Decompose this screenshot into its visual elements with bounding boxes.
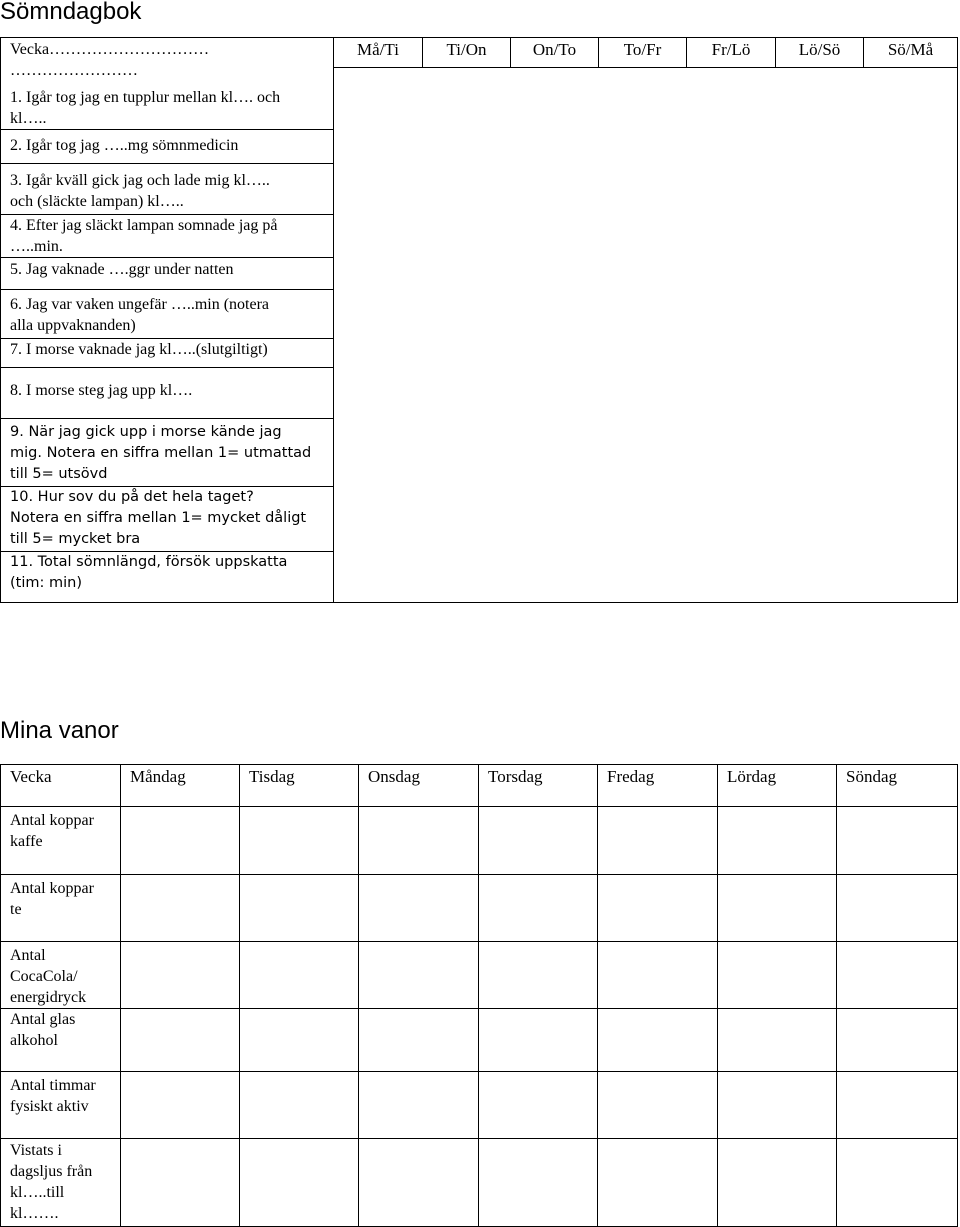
- habit-label: Antal timmar: [10, 1077, 96, 1094]
- week-label-cell[interactable]: [1, 38, 334, 130]
- habit-cell[interactable]: [479, 875, 598, 942]
- habit-cell[interactable]: [240, 1139, 359, 1227]
- habit-cell[interactable]: [837, 942, 958, 1009]
- question-1-line-2: kl…..: [10, 110, 47, 127]
- day-header: To/Fr: [599, 38, 687, 68]
- question-cell: [1, 290, 334, 339]
- question-6-line-1: 6. Jag var vaken ungefär …..min (notera: [10, 296, 270, 313]
- habits-header-row: [1, 765, 958, 807]
- question-6-line-2: alla uppvaknanden): [10, 317, 136, 334]
- habit-cell[interactable]: [240, 942, 359, 1009]
- habit-cell[interactable]: [359, 875, 479, 942]
- question-5: 5. Jag vaknade ….ggr under natten: [10, 261, 234, 278]
- habit-cell[interactable]: [240, 1072, 359, 1139]
- day-header: Torsdag: [479, 765, 598, 807]
- week-label-dots: ……………………: [10, 62, 138, 79]
- habit-label: alkohol: [10, 1032, 58, 1049]
- habit-cell[interactable]: [598, 1139, 718, 1227]
- habit-cell[interactable]: [121, 942, 240, 1009]
- question-11-line-2: (tim: min): [10, 575, 82, 591]
- habit-cell[interactable]: [359, 807, 479, 875]
- habit-cell[interactable]: [718, 1009, 837, 1072]
- day-header: On/To: [511, 38, 599, 68]
- habit-cell[interactable]: [837, 807, 958, 875]
- habit-label: Antal: [10, 947, 46, 964]
- habit-cell[interactable]: [121, 1072, 240, 1139]
- question-3-line-1: 3. Igår kväll gick jag och lade mig kl…..: [10, 172, 270, 189]
- habit-label: kaffe: [10, 833, 43, 850]
- habit-cell[interactable]: [479, 1139, 598, 1227]
- habit-label: Vistats i: [10, 1142, 62, 1159]
- habit-cell[interactable]: [121, 1139, 240, 1227]
- week-label: Vecka…………………………: [10, 41, 210, 58]
- question-10-line-2: Notera en siffra mellan 1= mycket dåligt: [10, 510, 307, 526]
- week-label: Vecka: [1, 765, 121, 807]
- habit-label-cell: [1, 1139, 121, 1227]
- habit-label-cell: [1, 807, 121, 875]
- question-9-line-3: till 5= utsövd: [10, 466, 108, 482]
- question-9-line-2: mig. Notera en siffra mellan 1= utmattad: [10, 445, 312, 461]
- day-header: Lördag: [718, 765, 837, 807]
- sleep-header-row: [1, 38, 958, 68]
- habit-label: Antal koppar: [10, 812, 94, 829]
- day-header: Fr/Lö: [687, 38, 776, 68]
- habit-cell[interactable]: [359, 942, 479, 1009]
- habit-cell[interactable]: [479, 942, 598, 1009]
- habit-label-cell: [1, 1072, 121, 1139]
- habit-row-daylight: [1, 1139, 958, 1227]
- habit-cell[interactable]: [479, 1009, 598, 1072]
- question-3-line-2: och (släckte lampan) kl…..: [10, 193, 184, 210]
- question-2: 2. Igår tog jag …..mg sömnmedicin: [10, 137, 239, 154]
- habit-row-energy-drink: [1, 942, 958, 1009]
- habits-table: [0, 764, 958, 1227]
- habit-cell[interactable]: [598, 807, 718, 875]
- question-cell: [1, 368, 334, 419]
- question-cell: [1, 419, 334, 487]
- habit-cell[interactable]: [359, 1139, 479, 1227]
- habit-cell[interactable]: [121, 875, 240, 942]
- habit-label: Antal glas: [10, 1011, 76, 1028]
- habit-label: kl…….: [10, 1205, 59, 1222]
- habit-cell[interactable]: [718, 807, 837, 875]
- habit-cell[interactable]: [240, 807, 359, 875]
- habit-row-physical-activity: [1, 1072, 958, 1139]
- habit-row-coffee: [1, 807, 958, 875]
- day-header: Fredag: [598, 765, 718, 807]
- habit-cell[interactable]: [718, 1072, 837, 1139]
- question-cell: [1, 130, 334, 164]
- day-header: Lö/Sö: [776, 38, 864, 68]
- question-1-line-1: 1. Igår tog jag en tupplur mellan kl…. och: [10, 89, 281, 106]
- day-header: Onsdag: [359, 765, 479, 807]
- habit-label-cell: [1, 875, 121, 942]
- day-header: Söndag: [837, 765, 958, 807]
- question-9-line-1: 9. När jag gick upp i morse kände jag: [10, 424, 282, 440]
- question-7: 7. I morse vaknade jag kl…..(slutgiltigt): [10, 341, 268, 358]
- habit-row-tea: [1, 875, 958, 942]
- question-4-line-2: …..min.: [10, 238, 63, 255]
- habit-cell[interactable]: [837, 1009, 958, 1072]
- day-header: Må/Ti: [334, 38, 423, 68]
- habit-cell[interactable]: [598, 1072, 718, 1139]
- question-cell: [1, 258, 334, 290]
- habit-cell[interactable]: [837, 1072, 958, 1139]
- question-row: [1, 164, 958, 215]
- habit-cell[interactable]: [359, 1009, 479, 1072]
- habit-cell[interactable]: [359, 1072, 479, 1139]
- habit-cell[interactable]: [718, 875, 837, 942]
- day-header: Tisdag: [240, 765, 359, 807]
- habit-label: Antal koppar: [10, 880, 94, 897]
- habit-label: energidryck: [10, 989, 87, 1006]
- habit-cell[interactable]: [718, 1139, 837, 1227]
- habit-cell[interactable]: [837, 875, 958, 942]
- question-cell: [1, 552, 334, 603]
- habit-label-cell: [1, 942, 121, 1009]
- question-cell: [1, 487, 334, 552]
- sleep-entry-area[interactable]: [334, 164, 958, 603]
- habit-cell[interactable]: [718, 942, 837, 1009]
- day-header: Sö/Må: [864, 38, 958, 68]
- habit-cell[interactable]: [837, 1139, 958, 1227]
- sleep-diary-table: [0, 37, 958, 603]
- day-header: Ti/On: [423, 38, 511, 68]
- habit-cell[interactable]: [240, 1009, 359, 1072]
- habit-label: dagsljus från: [10, 1163, 93, 1180]
- habit-label: te: [10, 901, 22, 918]
- question-8: 8. I morse steg jag upp kl….: [10, 382, 193, 399]
- habit-label: fysiskt aktiv: [10, 1098, 89, 1115]
- question-cell: [1, 215, 334, 258]
- sleep-entry-area[interactable]: [334, 68, 958, 164]
- habit-label: kl…..till: [10, 1184, 65, 1201]
- habit-cell[interactable]: [479, 807, 598, 875]
- question-10-line-3: till 5= mycket bra: [10, 531, 141, 547]
- habit-cell[interactable]: [240, 875, 359, 942]
- habit-cell[interactable]: [598, 875, 718, 942]
- habit-cell[interactable]: [479, 1072, 598, 1139]
- question-cell: [1, 339, 334, 368]
- question-10-line-1: 10. Hur sov du på det hela taget?: [10, 489, 254, 505]
- habit-cell[interactable]: [598, 1009, 718, 1072]
- habits-title: Mina vanor: [0, 717, 119, 744]
- question-4-line-1: 4. Efter jag släckt lampan somnade jag på: [10, 217, 278, 234]
- day-header: Måndag: [121, 765, 240, 807]
- sleep-diary-title: Sömndagbok: [0, 0, 142, 25]
- habit-cell[interactable]: [598, 942, 718, 1009]
- question-11-line-1: 11. Total sömnlängd, försök uppskatta: [10, 554, 288, 570]
- habit-label-cell: [1, 1009, 121, 1072]
- habit-cell[interactable]: [121, 1009, 240, 1072]
- question-cell: [1, 164, 334, 215]
- habit-label: CocaCola/: [10, 968, 78, 985]
- habit-row-alcohol: [1, 1009, 958, 1072]
- habit-cell[interactable]: [121, 807, 240, 875]
